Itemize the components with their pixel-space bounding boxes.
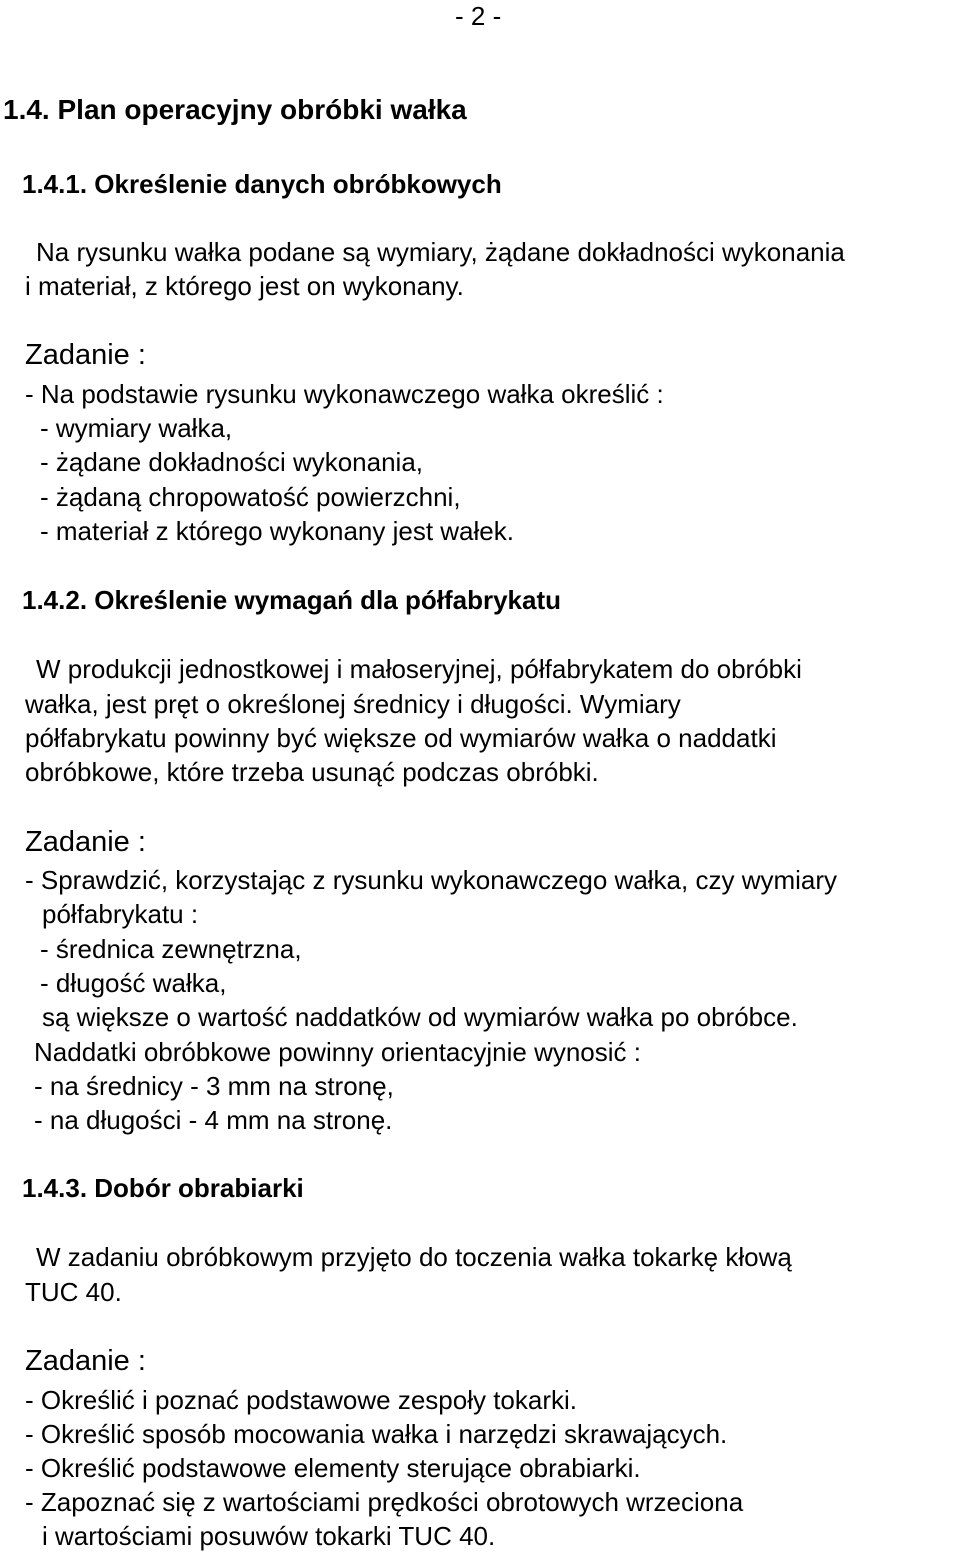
section-1-task-line: - materiał z którego wykonany jest wałek. <box>40 516 514 546</box>
section-2-task-line: półfabrykatu : <box>42 899 199 929</box>
section-2-task-line: - na średnicy - 3 mm na stronę, <box>34 1071 394 1101</box>
section-3-task-line: - Określić podstawowe elementy sterujące obrabiarki. <box>25 1453 641 1483</box>
section-1-task-label: Zadanie : <box>25 339 146 371</box>
section-3-paragraph-line: W zadaniu obróbkowym przyjęto do toczenia wałka tokarkę kłową <box>36 1242 792 1272</box>
section-3-task-line: i wartościami posuwów tokarki TUC 40. <box>42 1521 496 1551</box>
section-1-paragraph-line: Na rysunku wałka podane są wymiary, żądane dokładności wykonania <box>36 237 845 267</box>
section-2-task-line: - Sprawdzić, korzystając z rysunku wykonawczego wałka, czy wymiary <box>25 865 838 895</box>
page-number: - 2 - <box>455 1 502 31</box>
section-2-task-line: - na długości - 4 mm na stronę. <box>34 1105 393 1135</box>
section-2-task-line: Naddatki obróbkowe powinny orientacyjnie wynosić : <box>34 1037 641 1067</box>
section-2-task-label: Zadanie : <box>25 826 146 858</box>
section-2-task-line: są większe o wartość naddatków od wymiarów wałka po obróbce. <box>42 1002 798 1032</box>
section-1-paragraph-line: i materiał, z którego jest on wykonany. <box>25 271 464 301</box>
section-2-task-line: - długość wałka, <box>40 968 227 998</box>
section-2-paragraph-line: wałka, jest pręt o określonej średnicy i długości. Wymiary <box>25 689 681 719</box>
section-3-task-label: Zadanie : <box>25 1345 146 1377</box>
section-2-heading: 1.4.2. Określenie wymagań dla półfabrykatu <box>22 585 561 615</box>
section-2-paragraph-line: obróbkowe, które trzeba usunąć podczas obróbki. <box>25 757 599 787</box>
section-3-task-line: - Zapoznać się z wartościami prędkości obrotowych wrzeciona <box>25 1487 744 1517</box>
section-3-paragraph-line: TUC 40. <box>25 1277 122 1307</box>
main-heading: 1.4. Plan operacyjny obróbki wałka <box>3 94 467 125</box>
section-1-task-line: - wymiary wałka, <box>40 413 233 443</box>
section-2-paragraph-line: półfabrykatu powinny być większe od wymiarów wałka o naddatki <box>25 723 777 753</box>
section-1-task-line: - żądane dokładności wykonania, <box>40 447 424 477</box>
section-2-paragraph-line: W produkcji jednostkowej i małoseryjnej, półfabrykatem do obróbki <box>36 654 802 684</box>
section-3-task-line: - Określić sposób mocowania wałka i narzędzi skrawających. <box>25 1419 728 1449</box>
section-3-task-line: - Określić i poznać podstawowe zespoły tokarki. <box>25 1385 578 1415</box>
section-1-task-line: - Na podstawie rysunku wykonawczego wałka określić : <box>25 379 664 409</box>
section-1-heading: 1.4.1. Określenie danych obróbkowych <box>22 169 502 199</box>
section-2-task-line: - średnica zewnętrzna, <box>40 934 302 964</box>
section-3-heading: 1.4.3. Dobór obrabiarki <box>22 1173 304 1203</box>
section-1-task-line: - żądaną chropowatość powierzchni, <box>40 482 461 512</box>
